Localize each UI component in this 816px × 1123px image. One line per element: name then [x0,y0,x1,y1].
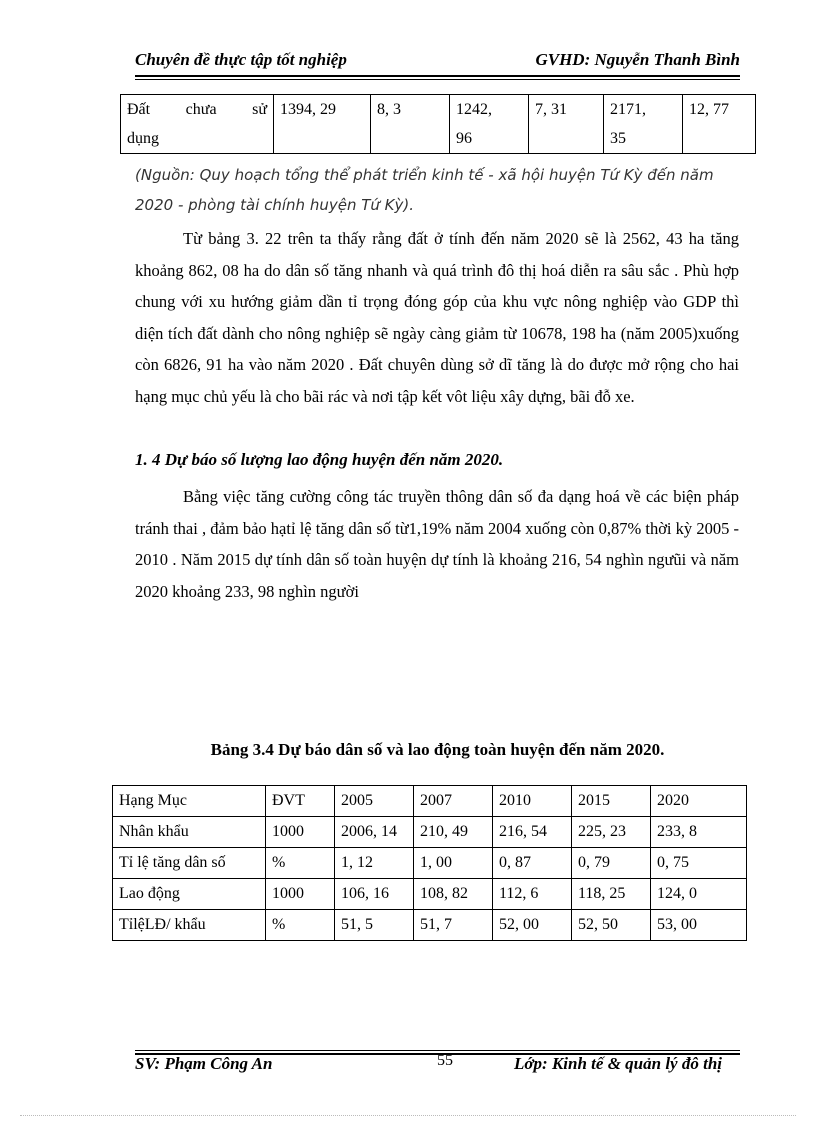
population-forecast-table [112,785,747,941]
label-line2: dụng [127,130,159,147]
table-cell: 225, 23 [572,817,651,848]
table-cell: 112, 6 [493,879,572,910]
table-cell [274,95,371,154]
table-header-cell: ĐVT [266,786,335,817]
table-cell: 2006, 14 [335,817,414,848]
table-cell [371,95,450,154]
paragraph-text: Từ bảng 3. 22 trên ta thấy rằng đất ở tính đến năm 2020 sẽ là 2562, 43 ha tăng khoảng 862, 08 ha do dân số tăng nhanh và quá trình đô thị hoá diễn ra sâu sắc . Phù hợp chung với xu hướng giảm dần tỉ trọng đóng góp của khu vực nông nghiệp vào GDP thì diện tích đất dành cho nông nghiệp sẽ ngày càng giảm từ 10678, 198 ha (năm 2005)xuống còn 6826, 91 ha vào năm 2020 . Đất chuyên dùng sở dĩ tăng là do được mở rộng cho hai hạng mục chủ yếu là cho bãi rác và nơi tập kết vôt liệu xây dựng, bãi đỗ xe. [135,229,739,406]
table-header-cell: 2005 [335,786,414,817]
table-cell: 233, 8 [651,817,747,848]
table-header-cell: 2020 [651,786,747,817]
table-cell: 124, 0 [651,879,747,910]
header-rule [135,75,740,77]
table-cell: 216, 54 [493,817,572,848]
body-paragraph-2 [135,481,739,607]
table-cell: Nhân khẩu [113,817,266,848]
cell-line: 96 [456,130,472,147]
page-footer [135,1054,740,1078]
page-number: 55 [437,1052,453,1069]
header-supervisor: GVHD: Nguyễn Thanh Bình [535,50,740,69]
table-cell: % [266,848,335,879]
table-cell: Lao động [113,879,266,910]
section-heading: 1. 4 Dự báo số lượng lao động huyện đến năm 2020. [135,450,504,469]
table-cell [683,95,756,154]
header-document-title: Chuyên đề thực tập tốt nghiệp [135,50,347,69]
cell-line: 1242, [456,101,492,118]
table-cell: 52, 00 [493,910,572,941]
paragraph-text: Bằng việc tăng cường công tác truyền thông dân số đa dạng hoá về các biện pháp tránh thai , đảm bảo hạtỉ lệ tăng dân số từ1,19% năm 2004 xuống còn 0,87% thời kỳ 2005 - 2010 . Năm 2015 dự tính dân số toàn huyện dự tính là khoảng 216, 54 nghìn ngưũi và năm 2020 khoảng 233, 98 nghìn người [135,487,739,601]
table-header-row [113,786,747,817]
table-cell: TỉlệLĐ/ khẩu [113,910,266,941]
cell-line: 2171, [610,101,646,118]
table-cell: 1000 [266,817,335,848]
label-word: chưa [185,101,217,118]
table-row [113,817,747,848]
table-cell: 0, 79 [572,848,651,879]
header-rule-thin [135,79,740,80]
land-use-table-continuation [120,94,756,154]
table-row [113,848,747,879]
cell-line: 7, 31 [535,101,567,118]
footer-student: SV: Phạm Công An [135,1054,273,1073]
table-header-cell: Hạng Mục [113,786,266,817]
table-row [121,95,756,154]
table-cell: 1, 12 [335,848,414,879]
table-cell: 1, 00 [414,848,493,879]
page-header [135,50,740,74]
table-cell: 210, 49 [414,817,493,848]
table-cell: 108, 82 [414,879,493,910]
table-cell: 51, 5 [335,910,414,941]
table-cell: 52, 50 [572,910,651,941]
table-cell: 51, 7 [414,910,493,941]
body-paragraph-1 [135,223,739,413]
cell-line: 1394, 29 [280,101,336,118]
table-header-cell: 2010 [493,786,572,817]
table-cell: % [266,910,335,941]
source-note: (Nguồn: Quy hoạch tổng thể phát triển kinh tế - xã hội huyện Tứ Kỳ đến năm 2020 - phòng tài chính huyện Tứ Kỳ). [135,166,714,214]
table-row [113,879,747,910]
table-row [113,910,747,941]
table-cell: 53, 00 [651,910,747,941]
label-word: Đất [127,101,151,118]
table-cell: 0, 87 [493,848,572,879]
table-cell-label [121,95,274,154]
page-edge-divider [20,1115,796,1116]
table-cell [604,95,683,154]
cell-line: 12, 77 [689,101,729,118]
table-header-cell: 2015 [572,786,651,817]
table-cell: Tỉ lệ tăng dân số [113,848,266,879]
cell-line: 8, 3 [377,101,401,118]
table-title: Bảng 3.4 Dự báo dân số và lao động toàn huyện đến năm 2020. [210,740,665,759]
table-cell: 118, 25 [572,879,651,910]
label-word: sử [252,101,268,118]
table-cell [529,95,604,154]
table-header-cell: 2007 [414,786,493,817]
table-cell [450,95,529,154]
table-cell: 106, 16 [335,879,414,910]
table-cell: 1000 [266,879,335,910]
cell-line: 35 [610,130,626,147]
footer-class: Lớp: Kinh tế & quản lý đô thị [514,1054,722,1073]
footer-rule-thin [135,1050,740,1051]
table-cell: 0, 75 [651,848,747,879]
